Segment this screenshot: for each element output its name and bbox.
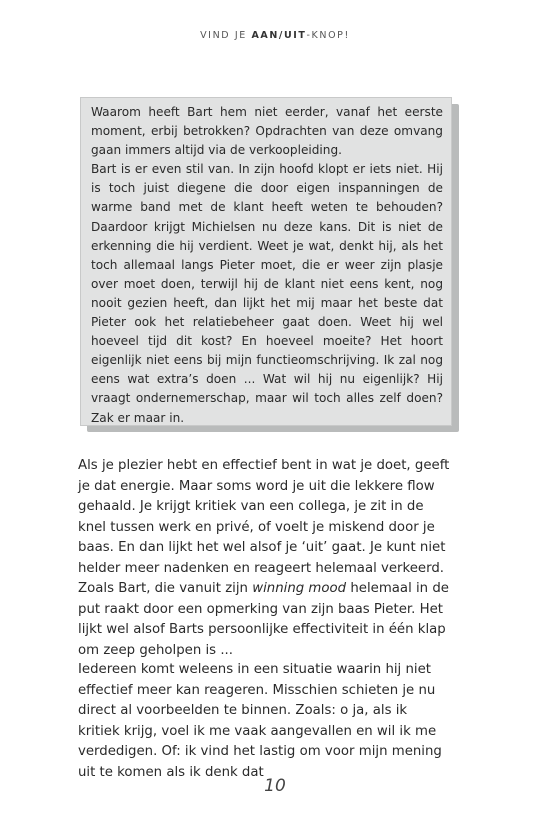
body-paragraph-1-start: Als je plezier hebt en effectief bent in wat je doet, geeft je dat energie. Maar soms word je uit die lekkere flow gehaald. Je krijgt kritiek van een collega, je zit in de knel tussen werk en privé, of voelt je miskend door je baas. En dan lijkt het wel alsof je ‘uit’ gaat. Je kunt niet helder meer nadenken en reageert helemaal verkeerd. Zoals Bart, die vanuit zijn xyxy=(78,458,450,596)
running-head-part1: VIND JE xyxy=(200,30,252,41)
body-paragraph-1 xyxy=(78,456,452,661)
running-head-part3: -KNOP! xyxy=(306,30,350,41)
body-paragraph-1-italic: winning mood xyxy=(252,581,347,596)
running-head-bold: AAN/UIT xyxy=(251,30,307,41)
story-text xyxy=(91,103,443,428)
story-paragraph-2: Bart is er even stil van. In zijn hoofd klopt er iets niet. Hij is toch juist diegene die door eigen inspanningen de warme band met de klant heeft weten te behouden? Daardoor krijgt Michielsen nu deze kans. Dit is niet de erkenning die hij verdient. Weet je wat, denkt hij, als het toch allemaal langs Pieter moet, die er weer zijn plasje over moet doen, terwijl hij de klant niet eens kent, nog nooit gezien heeft, dan lijkt het mij maar het beste dat Pieter ook het relatiebeheer gaat doen. Weet hij wel hoeveel tijd dit kost? En hoeveel moeite? Het hoort eigenlijk niet eens bij mijn functieomschrijving. Ik zal nog eens wat extra’s doen ... Wat wil hij nu eigenlijk? Hij vraagt ondernemerschap, maar wil toch alles zelf doen? Zak er maar in. xyxy=(91,162,443,425)
page-number: 10 xyxy=(264,776,286,796)
body-paragraph-2 xyxy=(78,660,452,783)
body-paragraph-1-end: helemaal in de put raakt door een opmerking van zijn baas Pieter. Het lijkt wel alsof Barts persoonlijke effectiviteit in één klap om zeep geholpen is ... xyxy=(78,581,449,658)
running-head xyxy=(0,30,550,41)
body-paragraph-2-text: Iedereen komt weleens in een situatie waarin hij niet effectief meer kan reageren. Misschien schieten je nu direct al voorbeelden te binnen. Zoals: o ja, als ik kritiek krijg, voel ik me vaak aangevallen en wil ik me verdedigen. Of: ik vind het lastig om voor mijn mening uit te komen als ik denk dat xyxy=(78,662,442,780)
story-paragraph-1: Waarom heeft Bart hem niet eerder, vanaf het eerste moment, erbij betrokken? Opdrachten van deze omvang gaan immers altijd via de verkoopleiding. xyxy=(91,105,443,158)
story-text-box xyxy=(80,97,452,426)
